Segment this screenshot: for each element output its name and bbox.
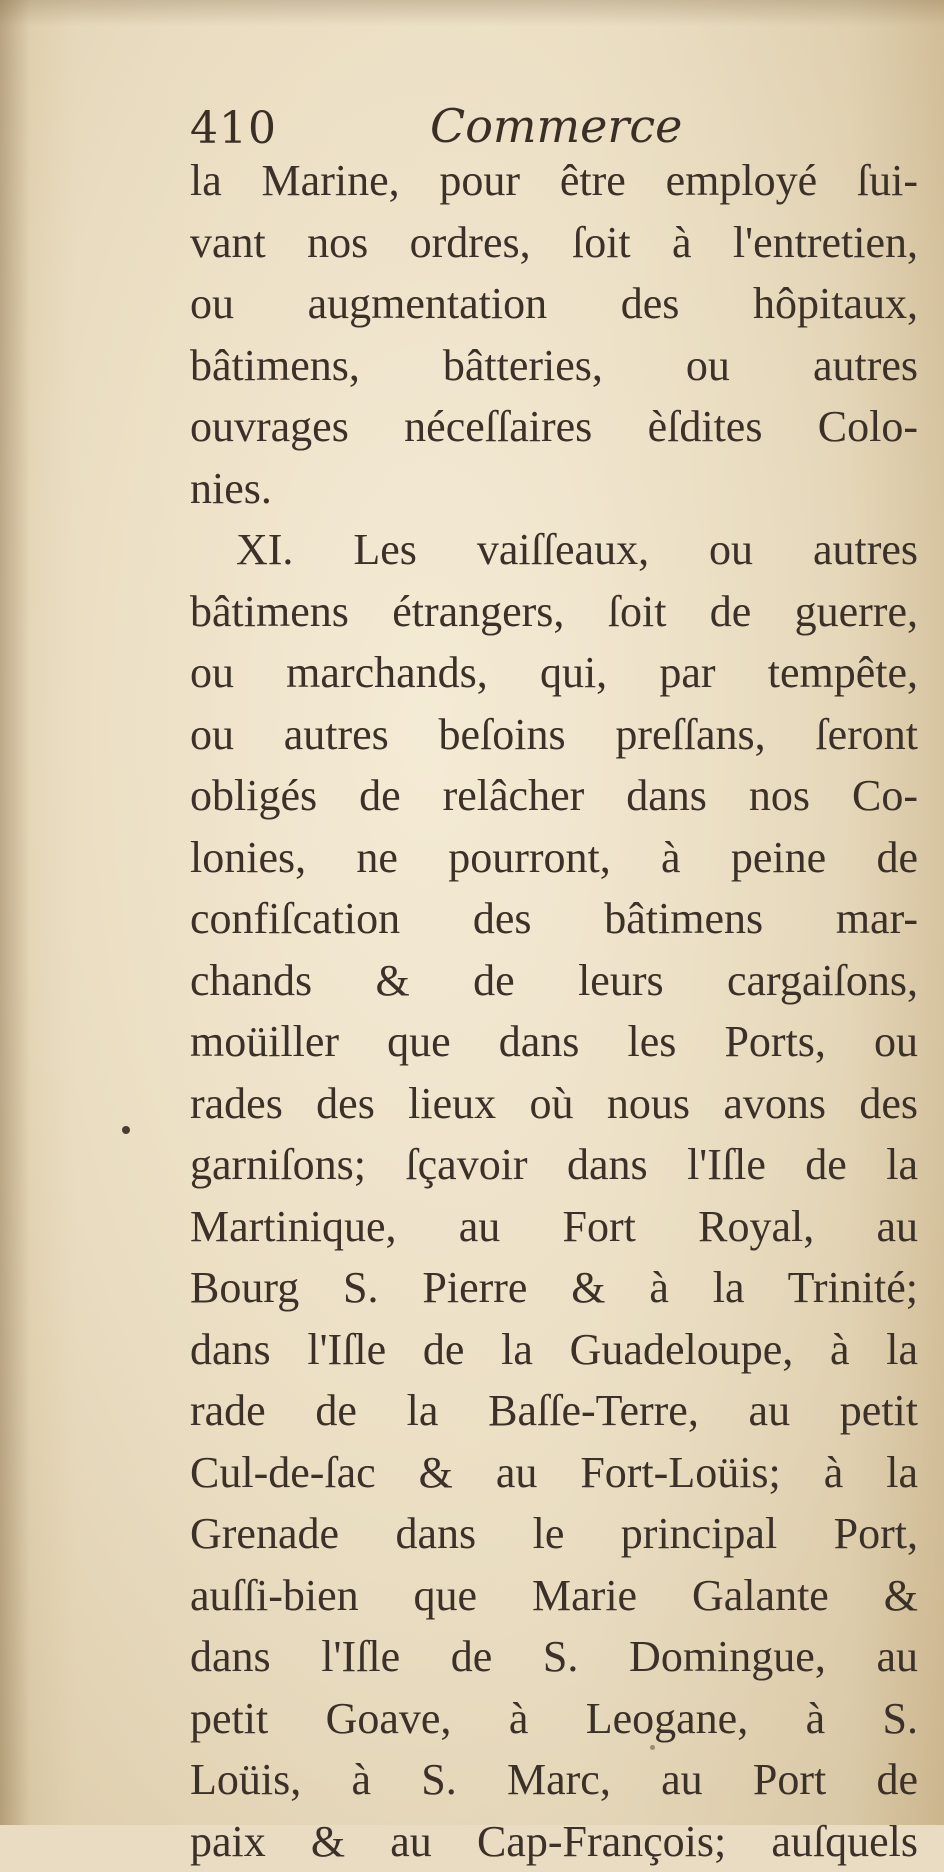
text-line: vant nos ordres, ſoit à l'entretien,	[190, 212, 918, 274]
text-line: Martinique, au Fort Royal, au	[190, 1196, 918, 1258]
text-line: Grenade dans le principal Port,	[190, 1503, 918, 1565]
text-line: lonies, ne pourront, à peine de	[190, 827, 918, 889]
page-header	[190, 95, 910, 155]
text-line: nies.	[190, 458, 918, 520]
running-head: Commerce	[430, 99, 682, 153]
text-line: Bourg S. Pierre & à la Trinité;	[190, 1257, 918, 1319]
text-line: ou marchands, qui, par tempête,	[190, 642, 918, 704]
text-line: garniſons; ſçavoir dans l'Iſle de la	[190, 1134, 918, 1196]
text-line: ouvrages néceſſaires èſdites Colo-	[190, 396, 918, 458]
margin-mark	[122, 1126, 130, 1134]
text-line: Cul-de-ſac & au Fort-Loüis; à la	[190, 1442, 918, 1504]
text-line: rades des lieux où nous avons des	[190, 1073, 918, 1135]
text-line: Loüis, à S. Marc, au Port de	[190, 1749, 918, 1811]
paper-speck	[650, 1745, 655, 1750]
text-line: auſſi-bien que Marie Galante &	[190, 1565, 918, 1627]
text-line: paix & au Cap-François; auſquels	[190, 1811, 918, 1872]
text-line: moüiller que dans les Ports, ou	[190, 1011, 918, 1073]
text-line: bâtimens étrangers, ſoit de guerre,	[190, 581, 918, 643]
page-number: 410	[190, 103, 277, 154]
text-line: ou autres beſoins preſſans, ſeront	[190, 704, 918, 766]
text-line: confiſcation des bâtimens mar-	[190, 888, 918, 950]
text-line: dans l'Iſle de la Guadeloupe, à la	[190, 1319, 918, 1381]
text-line: obligés de relâcher dans nos Co-	[190, 765, 918, 827]
text-line: bâtimens, bâtteries, ou autres	[190, 335, 918, 397]
text-line: ou augmentation des hôpitaux,	[190, 273, 918, 335]
text-line: petit Goave, à Leogane, à S.	[190, 1688, 918, 1750]
text-line: dans l'Iſle de S. Domingue, au	[190, 1626, 918, 1688]
article-heading-line: XI. Les vaiſſeaux, ou autres	[190, 519, 918, 581]
text-line: chands & de leurs cargaiſons,	[190, 950, 918, 1012]
text-line: rade de la Baſſe-Terre, au petit	[190, 1380, 918, 1442]
text-line: la Marine, pour être employé ſui-	[190, 150, 918, 212]
body-text	[190, 150, 918, 1872]
